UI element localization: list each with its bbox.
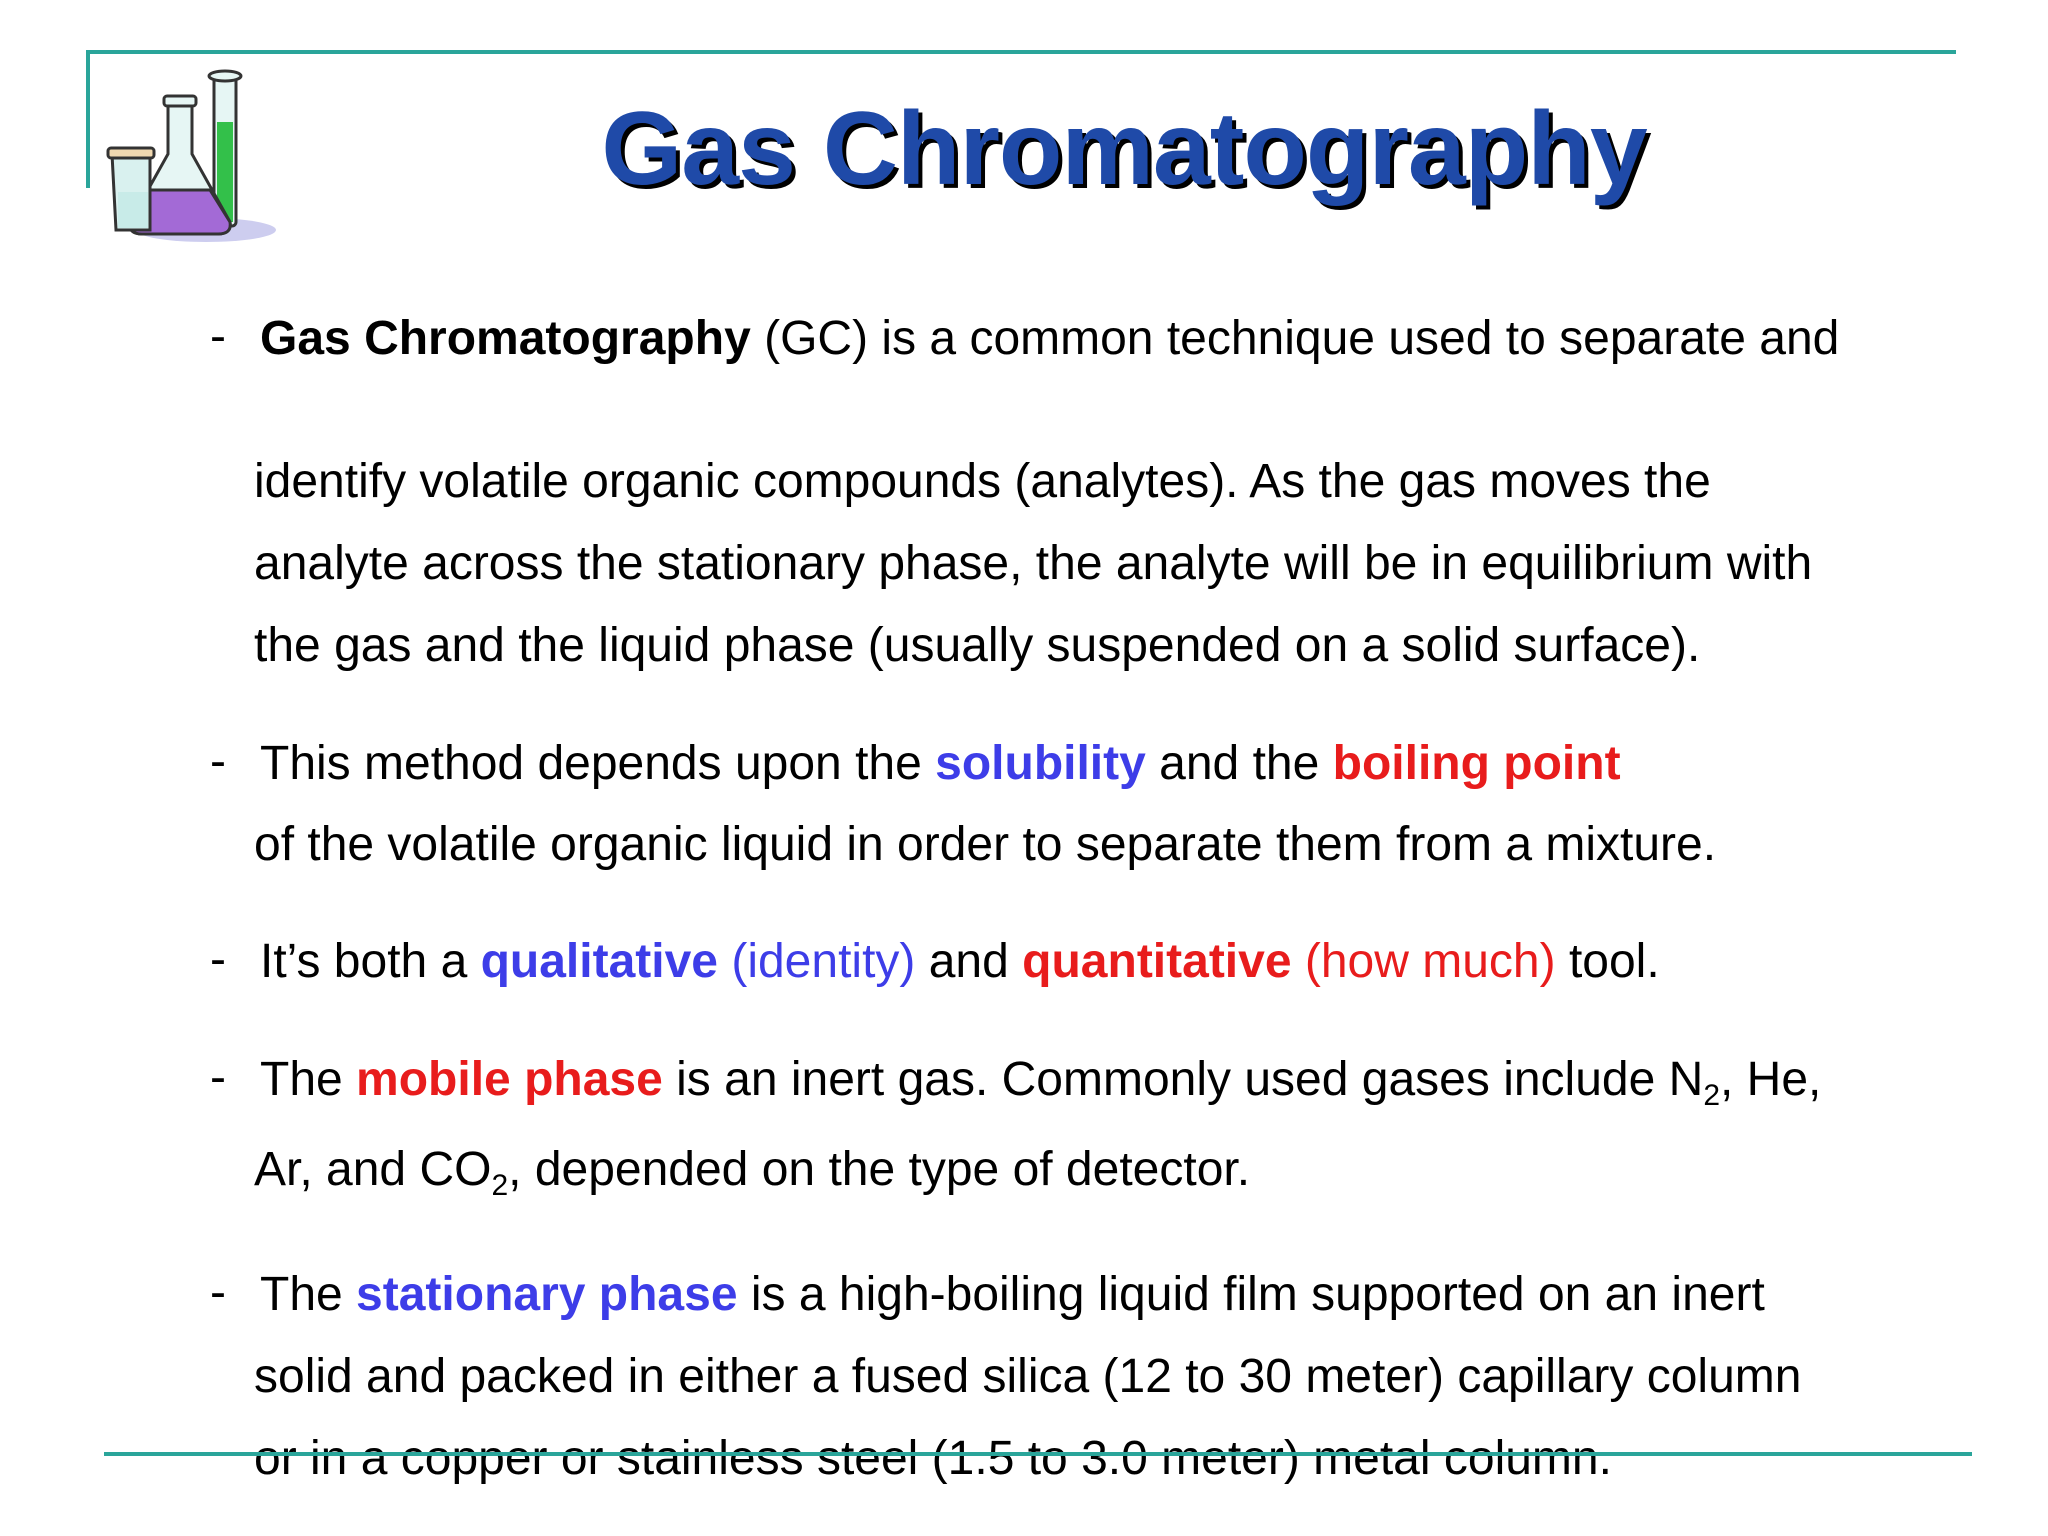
term-mobile-phase: mobile phase	[356, 1053, 663, 1106]
bullet-2-line-1: This method depends upon the solubility and the boiling point	[260, 737, 1621, 790]
bullet-5-line-2: solid and packed in either a fused silica (12 to 30 meter) capillary column	[254, 1350, 1802, 1403]
bullet-4-line-1: The mobile phase is an inert gas. Commonly used gases include $N_2$, He,	[260, 1053, 1822, 1112]
term-solubility: solubility	[935, 737, 1146, 790]
term-gas-chromatography: Gas Chromatography	[260, 312, 751, 365]
slide-title: Gas Chromatography	[601, 91, 1647, 207]
bullet-1-line-3: analyte across the stationary phase, the analyte will be in equilibrium with	[254, 537, 1813, 590]
term-stationary-phase: stationary phase	[356, 1268, 738, 1321]
term-qualitative: qualitative	[480, 935, 718, 988]
term-quantitative: quantitative	[1022, 935, 1292, 988]
bullet-dash: -	[210, 735, 226, 788]
bullet-5-line-3: or in a copper or stainless steel (1.5 to 3.0 meter) metal column.	[254, 1432, 1612, 1485]
bullet-1-line-2: identify volatile organic compounds (analytes). As the gas moves the	[254, 455, 1711, 508]
slide-frame-bottom-rule	[104, 1452, 1972, 1456]
bullet-4-line-2: Ar, and $CO_2$, depended on the type of detector.	[254, 1143, 1251, 1202]
bullet-1-line-4: the gas and the liquid phase (usually suspended on a solid surface).	[254, 619, 1701, 672]
bullet-dash: -	[210, 1051, 226, 1104]
bullet-1-line-1: Gas Chromatography (GC) is a common technique used to separate and	[260, 312, 1840, 365]
bullet-2-line-2: of the volatile organic liquid in order to separate them from a mixture.	[254, 818, 1717, 871]
bullet-5-line-1: The stationary phase is a high-boiling liquid film supported on an inert	[260, 1268, 1765, 1321]
bullet-dash: -	[210, 1266, 226, 1319]
bullet-dash: -	[210, 933, 226, 986]
bullet-dash: -	[210, 310, 226, 363]
bullet-3-line-1: It’s both a qualitative (identity) and quantitative (how much) tool.	[260, 935, 1660, 988]
term-boiling-point: boiling point	[1332, 737, 1621, 790]
